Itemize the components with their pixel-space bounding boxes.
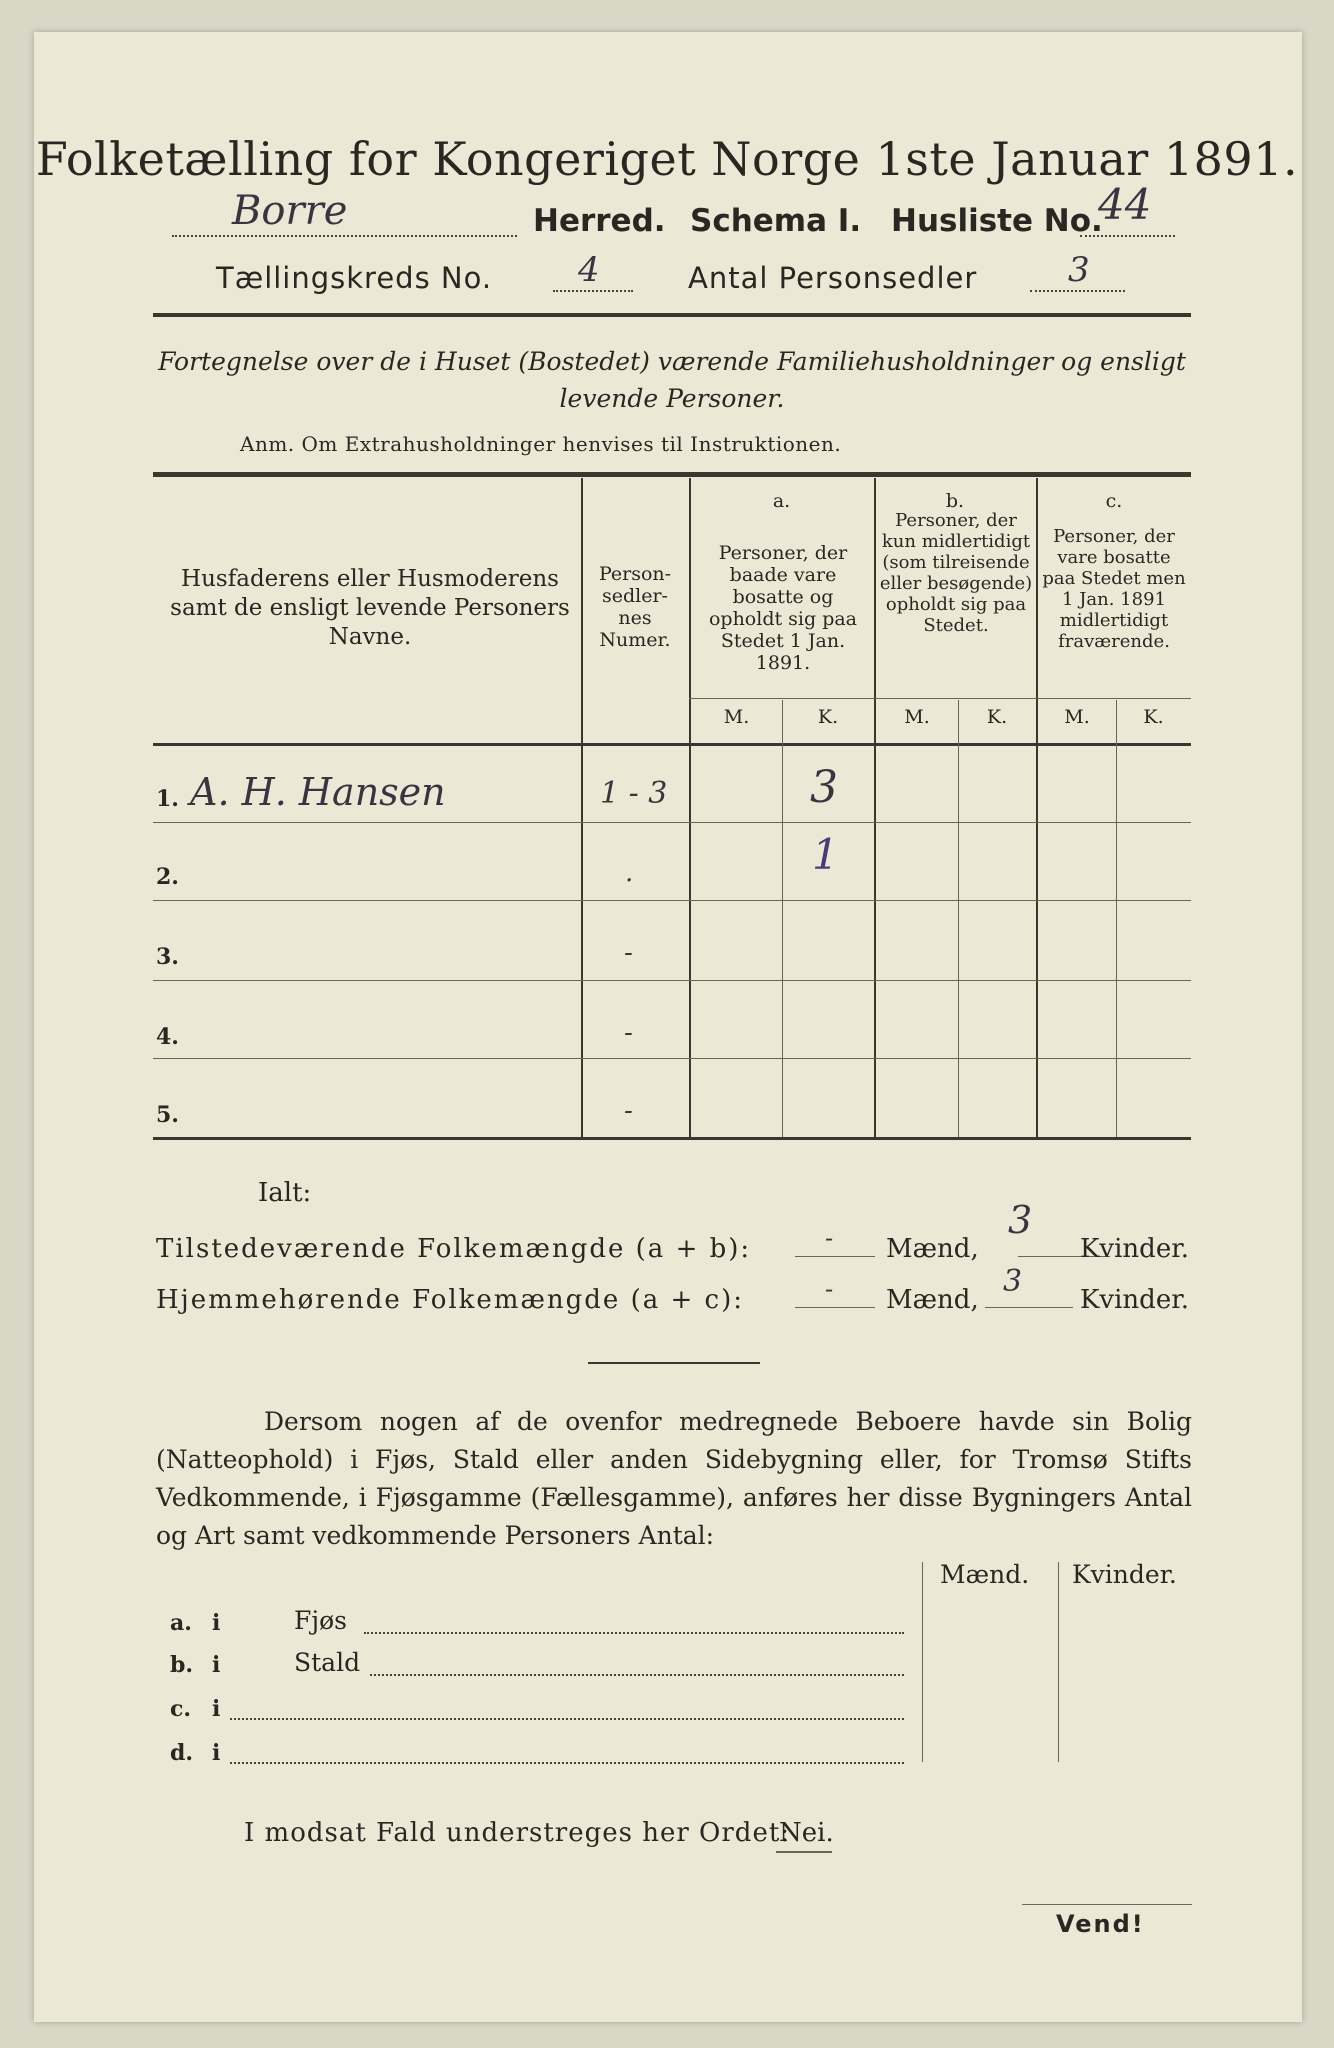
table-bottom-rule bbox=[153, 1137, 1191, 1140]
c-k-header: K. bbox=[1143, 706, 1164, 728]
nei-word: Nei. bbox=[779, 1818, 834, 1848]
anm-note: Anm. Om Extrahusholdninger henvises til Instruktionen. bbox=[240, 432, 842, 456]
husliste-dotted-line bbox=[1080, 235, 1175, 237]
row-5-numer: - bbox=[624, 1096, 633, 1126]
footer-col-divider-2 bbox=[1058, 1562, 1059, 1762]
hjemme-kvinder: Kvinder. bbox=[1080, 1285, 1190, 1315]
item-c-dots bbox=[230, 1718, 904, 1720]
item-a-letter: a. bbox=[170, 1610, 192, 1636]
row-rule-3 bbox=[153, 980, 1191, 981]
item-a-label: Fjøs bbox=[294, 1606, 347, 1635]
kreds-label: Tællingskreds No. bbox=[216, 261, 493, 295]
kreds-dotted-line bbox=[553, 290, 633, 292]
col-divider-numer bbox=[689, 478, 691, 1137]
hjemme-label: Hjemmehørende Folkemængde (a + c): bbox=[156, 1285, 744, 1315]
col-divider-a-mk bbox=[782, 700, 783, 1137]
row-4-numer: - bbox=[624, 1018, 633, 1048]
schema-label: Schema I. bbox=[690, 203, 862, 239]
row-rule-4 bbox=[153, 1058, 1191, 1059]
group-b-letter: b. bbox=[945, 490, 965, 512]
section-separator bbox=[588, 1362, 760, 1364]
row-1-a-k: 3 bbox=[810, 762, 838, 813]
row-2-number: 2. bbox=[156, 864, 179, 890]
husliste-label: Husliste No. bbox=[891, 203, 1103, 239]
item-b-dots bbox=[370, 1674, 904, 1676]
hjemme-maend: Mænd, bbox=[886, 1285, 979, 1315]
b-m-header: M. bbox=[904, 706, 930, 728]
a-k-header: K. bbox=[817, 706, 839, 728]
group-c-letter: c. bbox=[1105, 490, 1123, 512]
mk-header-rule bbox=[689, 698, 1191, 699]
tilstede-kvinder: Kvinder. bbox=[1080, 1234, 1190, 1264]
sidebygning-paragraph: Dersom nogen af de ovenfor medregnede Beboere havde sin Bolig (Natteophold) i Fjøs, Stald eller anden Sidebygning eller, for Tromsø Stifts Vedkommende, i Fjøsgamme (Fællesgamme), anføres her disse Bygningers Antal og Art samt vedkommende Personers Antal: bbox=[156, 1407, 1192, 1550]
census-form-sheet bbox=[34, 32, 1302, 2022]
c-m-header: M. bbox=[1064, 706, 1090, 728]
item-d-i: i bbox=[212, 1740, 221, 1766]
footer-col-divider-1 bbox=[922, 1562, 923, 1762]
hjemme-m-value: - bbox=[825, 1275, 834, 1303]
row-1-name: A. H. Hansen bbox=[190, 770, 446, 814]
herred-dotted-line bbox=[172, 235, 517, 237]
antal-label: Antal Personsedler bbox=[688, 261, 978, 295]
tilstede-m-value: - bbox=[825, 1224, 834, 1252]
tilstede-label: Tilstedeværende Folkemængde (a + b): bbox=[156, 1234, 752, 1264]
tilstede-maend: Mænd, bbox=[886, 1234, 979, 1264]
footer-col-maend: Mænd. bbox=[940, 1560, 1030, 1589]
row-2-numer: . bbox=[625, 858, 634, 888]
item-d-dots bbox=[230, 1762, 904, 1764]
row-5-number: 5. bbox=[156, 1102, 179, 1128]
nei-prefix: I modsat Fald understreges her Ordet: bbox=[244, 1818, 791, 1848]
footer-col-kvinder: Kvinder. bbox=[1072, 1560, 1177, 1589]
row-2-a-k: 1 bbox=[812, 830, 839, 879]
hjemme-k-line bbox=[985, 1307, 1073, 1308]
nei-underline bbox=[776, 1851, 832, 1853]
kreds-value: 4 bbox=[578, 250, 600, 290]
row-3-number: 3. bbox=[156, 944, 179, 970]
intro-text: Fortegnelse over de i Huset (Bostedet) værende Familiehusholdninger og ensligt levende Personer. bbox=[158, 347, 1186, 413]
husliste-value: 44 bbox=[1098, 180, 1152, 229]
col-header-numer: Person-sedler-nes Numer. bbox=[598, 563, 672, 651]
row-3-numer: - bbox=[624, 938, 633, 968]
item-b-label: Stald bbox=[294, 1648, 361, 1677]
hjemme-m-line bbox=[795, 1307, 875, 1308]
col-divider-b-mk bbox=[958, 700, 959, 1137]
group-a-header: Personer, der baade vare bosatte og opholdt sig paa Stedet 1 Jan. 1891. bbox=[708, 542, 858, 674]
vend-label: Vend! bbox=[1056, 1910, 1145, 1938]
row-1-number: 1. bbox=[156, 786, 179, 812]
b-k-header: K. bbox=[986, 706, 1008, 728]
row-rule-2 bbox=[153, 900, 1191, 901]
vend-rule bbox=[1022, 1904, 1192, 1905]
herred-value: Borre bbox=[232, 188, 348, 234]
herred-label: Herred. bbox=[533, 203, 666, 239]
hjemme-k-value: 3 bbox=[1003, 1264, 1023, 1299]
group-c-header: Personer, der vare bosatte paa Stedet men 1 Jan. 1891 midlertidigt fraværende. bbox=[1042, 526, 1186, 652]
a-m-header: M. bbox=[723, 706, 750, 728]
row-1-numer: 1 - 3 bbox=[600, 776, 668, 811]
col-divider-c-mk bbox=[1116, 700, 1117, 1137]
col-divider-a bbox=[874, 478, 876, 1137]
antal-dotted-line bbox=[1030, 290, 1125, 292]
ialt-label: Ialt: bbox=[258, 1178, 312, 1208]
table-top-rule bbox=[153, 472, 1191, 477]
col-header-names: Husfaderens eller Husmoderens samt de ensligt levende Personers Navne. bbox=[170, 566, 570, 650]
tilstede-m-line bbox=[795, 1256, 875, 1257]
antal-value: 3 bbox=[1068, 250, 1090, 290]
tilstede-k-value: 3 bbox=[1008, 1198, 1033, 1242]
item-c-letter: c. bbox=[170, 1696, 192, 1722]
item-b-letter: b. bbox=[170, 1652, 194, 1678]
form-title: Folketælling for Kongeriget Norge 1ste Januar 1891. bbox=[35, 132, 1299, 186]
row-4-number: 4. bbox=[156, 1024, 179, 1050]
item-b-i: i bbox=[212, 1652, 221, 1678]
group-a-letter: a. bbox=[772, 490, 791, 512]
item-d-letter: d. bbox=[170, 1740, 194, 1766]
header-rule bbox=[153, 313, 1191, 317]
item-a-dots bbox=[364, 1632, 904, 1634]
row-rule-1 bbox=[153, 822, 1191, 823]
group-b-header: Personer, der kun midlertidigt (som tilreisende eller besøgende) opholdt sig paa Stedet. bbox=[879, 510, 1033, 636]
col-divider-name bbox=[581, 478, 583, 1137]
item-c-i: i bbox=[212, 1696, 221, 1722]
item-a-i: i bbox=[212, 1610, 221, 1636]
